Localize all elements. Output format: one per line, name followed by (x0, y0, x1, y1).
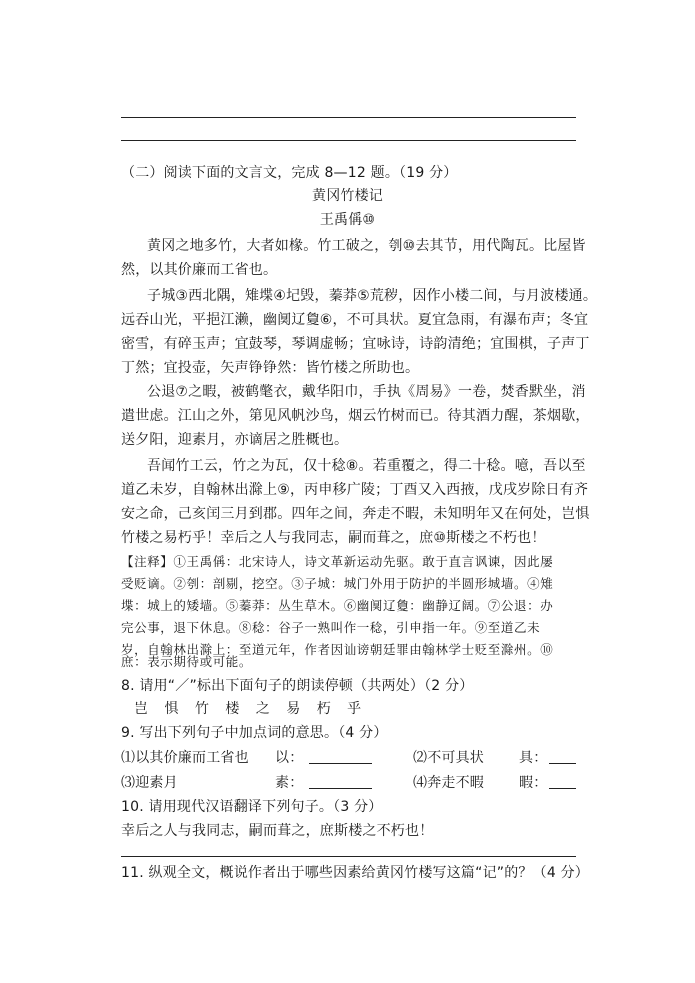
question-8-sentence: 岂 惧 竹 楼 之 易 朽 乎 (134, 701, 368, 717)
q9-item-3-word: 素： (275, 775, 304, 791)
paragraph-line: 然，以其价廉而工省也。 (121, 262, 278, 278)
paragraph-line: 公退⑦之暇，被鹤氅衣，戴华阳巾，手执《周易》一卷，焚香默坐，消 (147, 384, 586, 400)
answer-line[interactable] (121, 856, 576, 857)
section-title: （二）阅读下面的文言文，完成 8—12 题。（19 分） (121, 165, 458, 181)
question-11-prompt: 11. 纵观全文，概说作者出于哪些因素给黄冈竹楼写这篇“记”的？（4 分） (121, 865, 589, 881)
q9-item-4-sentence: ⑷奔走不暇 (413, 775, 484, 791)
answer-line (121, 117, 576, 118)
answer-blank[interactable] (549, 774, 576, 789)
q9-item-2-sentence: ⑵不可具状 (413, 750, 484, 766)
question-8-prompt: 8. 请用“／”标出下面句子的朗读停顿（共两处）（2 分） (121, 678, 474, 694)
paragraph-line: 安之命，己亥闰三月到郡。四年之间，奔走不暇，未知明年又在何处，岂惧 (121, 506, 590, 522)
answer-blank[interactable] (309, 749, 372, 764)
q9-item-1-word: 以： (275, 750, 304, 766)
essay-title: 黄冈竹楼记 (312, 188, 383, 204)
paragraph-line: 密雪，有碎玉声；宜鼓琴，琴调虚畅；宜咏诗，诗韵清绝；宜围棋，子声丁 (121, 336, 590, 352)
note-line: 受贬谪。②刳：剖剔，挖空。③子城：城门外用于防护的半圆形城墙。④雉 (121, 576, 554, 591)
question-9-prompt: 9. 写出下列句子中加点词的意思。（4 分） (121, 725, 388, 741)
q9-item-4-word: 暇： (519, 775, 548, 791)
paragraph-line: 道乙未岁，自翰林出滁上⑨，丙申移广陵；丁酉又入西掖，戊戌岁除日有齐 (121, 482, 589, 498)
q9-item-2-word: 具： (519, 750, 548, 766)
paragraph-line: 送夕阳，迎素月，亦谪居之胜概也。 (121, 432, 349, 448)
q9-item-3-sentence: ⑶迎素月 (121, 775, 178, 791)
answer-line (121, 140, 576, 141)
paragraph-line: 黄冈之地多竹，大者如椽。竹工破之，刳⑩去其节，用代陶瓦。比屋皆 (147, 238, 586, 254)
answer-blank[interactable] (549, 749, 576, 764)
q9-item-1-sentence: ⑴以其价廉而工省也 (121, 750, 249, 766)
paragraph-line: 竹楼之易朽乎！幸后之人与我同志，嗣而葺之，庶⑩斯楼之不朽也！ (121, 530, 546, 546)
paragraph-line: 遣世虑。江山之外，第见风帆沙鸟，烟云竹树而已。待其酒力醒，茶烟歇， (121, 408, 590, 424)
question-10-sentence: 幸后之人与我同志，嗣而葺之，庶斯楼之不朽也！ (121, 823, 434, 839)
note-line: 堞：城上的矮墙。⑤蓁莽：丛生草木。⑥幽阒辽敻：幽静辽阔。⑦公退：办 (121, 598, 554, 613)
note-line: 庶：表示期待或可能。 (121, 654, 253, 669)
note-line: 岁，自翰林出滁上：至道元年，作者因讪谤朝廷罪由翰林学士贬至滁州。⑩ (121, 642, 554, 657)
author: 王禹偁⑩ (319, 212, 376, 228)
paragraph-line: 丁然；宜投壶，矢声铮铮然：皆竹楼之所助也。 (121, 360, 420, 376)
question-10-prompt: 10. 请用现代汉语翻译下列句子。（3 分） (121, 799, 383, 815)
note-line: 完公事，退下休息。⑧稔：谷子一熟叫作一稔，引申指一年。⑨至道乙未 (121, 620, 541, 635)
paragraph-line: 子城③西北隅，雉堞④圮毁，蓁莽⑤荒秽，因作小楼二间，与月波楼通。 (147, 288, 598, 304)
note-line: 【注释】①王禹偁：北宋诗人，诗文革新运动先驱。敢于直言讽谏，因此屡 (121, 554, 554, 569)
paragraph-line: 吾闻竹工云，竹之为瓦，仅十稔⑧。若重覆之，得二十稔。噫，吾以至 (147, 458, 586, 474)
paragraph-line: 远吞山光，平挹江濑，幽阒辽敻⑥，不可具状。夏宜急雨，有瀑布声；冬宜 (121, 312, 589, 328)
answer-blank[interactable] (309, 774, 372, 789)
